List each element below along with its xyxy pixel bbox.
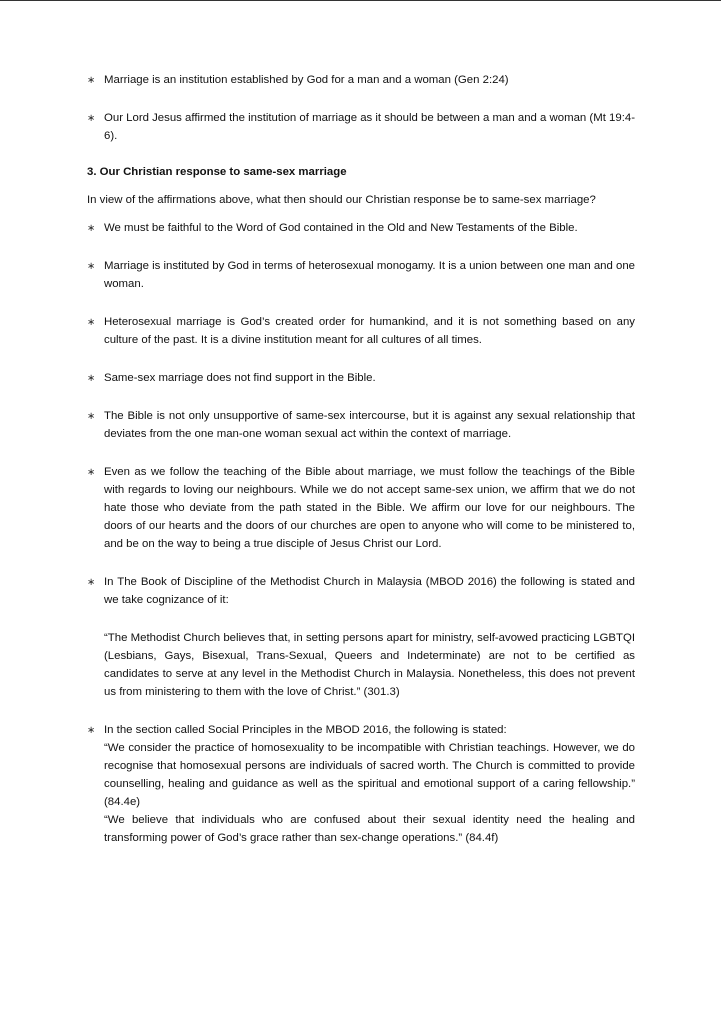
page-content xyxy=(87,71,635,847)
asterisk-bullet-icon: ∗ xyxy=(87,113,96,124)
asterisk-bullet-icon: ∗ xyxy=(87,317,96,328)
list-item: ∗ Heterosexual marriage is God’s created order for humankind, and it is not something based on any culture of the past. It is a divine institution meant for all cultures of all times. xyxy=(87,316,635,346)
asterisk-bullet-icon: ∗ xyxy=(87,373,96,384)
quote-block: “We consider the practice of homosexuality to be incompatible with Christian teachings. However, we do recognise that homosexual persons are individuals of sacred worth. The Church is committed to provide counselling, healing and guidance as well as the spiritual and emotional support of a caring fellowship.” (84.4e) xyxy=(104,742,635,808)
quote-block: “We believe that individuals who are confused about their sexual identity need the healing and transforming power of God’s grace rather than sex-change operations.” (84.4f) xyxy=(104,814,635,844)
asterisk-bullet-icon: ∗ xyxy=(87,75,96,86)
list-item: ∗ Same-sex marriage does not find support in the Bible. xyxy=(87,369,635,387)
list-item: ∗ Marriage is instituted by God in terms of heterosexual monogamy. It is a union between one man and one woman. xyxy=(87,260,636,290)
list-item: ∗ The Bible is not only unsupportive of same-sex intercourse, but it is against any sexual relationship that deviates from the one man-one woman sexual act within the context of marriage. xyxy=(87,410,635,440)
asterisk-bullet-icon: ∗ xyxy=(87,725,96,736)
list-item: ∗ Even as we follow the teaching of the Bible about marriage, we must follow the teachings of the Bible with regards to loving our neighbours. While we do not accept same-sex union, we affirm that we do not hate those who deviate from the path stated in the Bible. We affirm our love for our neighbours. The doors of our hearts and the doors of our churches are open to anyone who will come to be ministered to, and be on the way to being a true disciple of Jesus Christ our Lord. xyxy=(87,466,635,550)
asterisk-bullet-icon: ∗ xyxy=(87,261,96,272)
list-item: ∗ Our Lord Jesus affirmed the institution of marriage as it should be between a man and a woman (Mt 19:4-6). xyxy=(87,112,635,142)
list-item: ∗ In The Book of Discipline of the Methodist Church in Malaysia (MBOD 2016) the following is stated and we take cognizance of it: xyxy=(87,576,635,606)
section-intro: In view of the affirmations above, what then should our Christian response be to same-sex marriage? xyxy=(87,194,596,206)
quote-block: “The Methodist Church believes that, in setting persons apart for ministry, self-avowed practicing LGBTQI (Lesbians, Gays, Bisexual, Trans-Sexual, Queers and Indeterminate) are not to be certified as candidates to serve at any level in the Methodist Church in Malaysia. Nonetheless, this does not prevent us from ministering to them with the love of Christ.” (301.3) xyxy=(104,632,635,698)
asterisk-bullet-icon: ∗ xyxy=(87,577,96,588)
asterisk-bullet-icon: ∗ xyxy=(87,467,96,478)
asterisk-bullet-icon: ∗ xyxy=(87,223,96,234)
list-item: ∗ We must be faithful to the Word of God contained in the Old and New Testaments of the Bible. xyxy=(87,219,635,237)
social-principles-lead: In the section called Social Principles in the MBOD 2016, the following is stated: xyxy=(104,724,507,736)
list-item xyxy=(87,721,635,847)
asterisk-bullet-icon: ∗ xyxy=(87,411,96,422)
section-heading: 3. Our Christian response to same-sex marriage xyxy=(87,166,347,178)
list-item: ∗ Marriage is an institution established by God for a man and a woman (Gen 2:24) xyxy=(87,71,635,89)
